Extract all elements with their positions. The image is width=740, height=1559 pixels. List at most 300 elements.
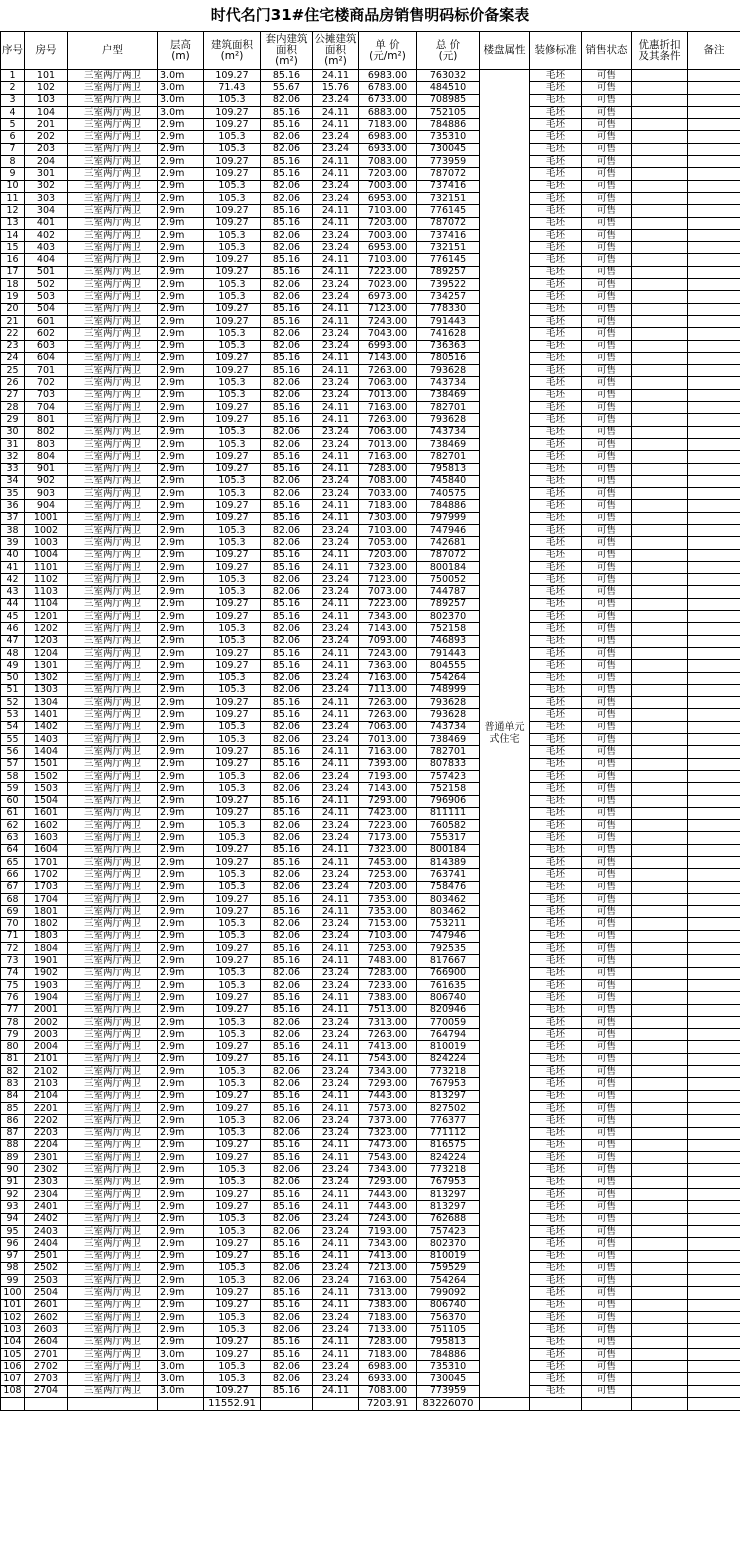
- cell-status: 可售: [582, 979, 632, 991]
- cell-remark: [688, 426, 740, 438]
- cell-seq: 16: [1, 254, 25, 266]
- cell-inner-area: 82.06: [261, 979, 313, 991]
- cell-unit-price: 6933.00: [359, 143, 417, 155]
- cell-inner-area: 85.16: [261, 1201, 313, 1213]
- cell-decoration: 毛坯: [530, 1066, 582, 1078]
- cell-remark: [688, 70, 740, 82]
- cell-seq: 107: [1, 1373, 25, 1385]
- cell-unit-price: 7113.00: [359, 684, 417, 696]
- cell-status: 可售: [582, 1348, 632, 1360]
- cell-room: 2203: [25, 1127, 68, 1139]
- cell-build-area: 109.27: [204, 1090, 261, 1102]
- cell-unit-type: 三室两厅两卫: [68, 402, 158, 414]
- cell-remark: [688, 672, 740, 684]
- table-row: [1, 746, 740, 758]
- cell-build-area: 109.27: [204, 647, 261, 659]
- cell-decoration: 毛坯: [530, 721, 582, 733]
- table-row: [1, 721, 740, 733]
- cell-unit-price: 7303.00: [359, 512, 417, 524]
- cell-discount: [632, 217, 688, 229]
- cell-remark: [688, 647, 740, 659]
- table-row: [1, 512, 740, 524]
- cell-height: 2.9m: [158, 586, 204, 598]
- cell-build-area: 109.27: [204, 463, 261, 475]
- cell-build-area: 105.3: [204, 586, 261, 598]
- cell-shared-area: 24.11: [313, 119, 359, 131]
- cell-status: 可售: [582, 1287, 632, 1299]
- cell-discount: [632, 143, 688, 155]
- cell-height: 2.9m: [158, 143, 204, 155]
- cell-room: 2403: [25, 1225, 68, 1237]
- cell-unit-type: 三室两厅两卫: [68, 180, 158, 192]
- cell-decoration: 毛坯: [530, 1324, 582, 1336]
- cell-unit-price: 7223.00: [359, 266, 417, 278]
- cell-inner-area: 85.16: [261, 1348, 313, 1360]
- cell-remark: [688, 217, 740, 229]
- cell-total-price: 745840: [417, 475, 480, 487]
- cell-height: 2.9m: [158, 426, 204, 438]
- cell-total-price: 813297: [417, 1189, 480, 1201]
- cell-room: 1503: [25, 783, 68, 795]
- cell-build-area: 105.3: [204, 475, 261, 487]
- cell-height: 2.9m: [158, 1201, 204, 1213]
- cell-remark: [688, 992, 740, 1004]
- cell-build-area: 71.43: [204, 82, 261, 94]
- cell-room: 1002: [25, 524, 68, 536]
- cell-discount: [632, 1053, 688, 1065]
- cell-build-area: 109.27: [204, 1139, 261, 1151]
- cell-seq: 44: [1, 598, 25, 610]
- cell-discount: [632, 672, 688, 684]
- cell-remark: [688, 451, 740, 463]
- cell-build-area: 105.3: [204, 1176, 261, 1188]
- cell-shared-area: 24.11: [313, 893, 359, 905]
- cell-decoration: 毛坯: [530, 930, 582, 942]
- cell-inner-area: 85.16: [261, 1090, 313, 1102]
- cell-room: 2501: [25, 1250, 68, 1262]
- cell-build-area: 105.3: [204, 1225, 261, 1237]
- cell-unit-type: 三室两厅两卫: [68, 684, 158, 696]
- cell-shared-area: 24.11: [313, 1287, 359, 1299]
- cell-total-price: 773959: [417, 156, 480, 168]
- cell-discount: [632, 475, 688, 487]
- table-row: [1, 365, 740, 377]
- cell-unit-type: 三室两厅两卫: [68, 524, 158, 536]
- table-row: [1, 672, 740, 684]
- header-shared-area: 公摊建筑 面积 (m²): [313, 32, 359, 70]
- cell-status: 可售: [582, 1213, 632, 1225]
- cell-status: 可售: [582, 1299, 632, 1311]
- cell-inner-area: 85.16: [261, 402, 313, 414]
- cell-discount: [632, 1201, 688, 1213]
- cell-shared-area: 23.24: [313, 635, 359, 647]
- cell-shared-area: 23.24: [313, 672, 359, 684]
- cell-unit-type: 三室两厅两卫: [68, 328, 158, 340]
- cell-total-price: 757423: [417, 1225, 480, 1237]
- cell-build-area: 105.3: [204, 340, 261, 352]
- cell-seq: 17: [1, 266, 25, 278]
- cell-room: 401: [25, 217, 68, 229]
- cell-inner-area: 82.06: [261, 537, 313, 549]
- cell-unit-type: 三室两厅两卫: [68, 1127, 158, 1139]
- cell-decoration: 毛坯: [530, 893, 582, 905]
- cell-height: 2.9m: [158, 1078, 204, 1090]
- cell-remark: [688, 328, 740, 340]
- table-row: [1, 1336, 740, 1348]
- cell-room: 2301: [25, 1152, 68, 1164]
- cell-build-area: 109.27: [204, 1152, 261, 1164]
- cell-remark: [688, 1311, 740, 1323]
- cell-shared-area: 23.24: [313, 734, 359, 746]
- cell-seq: 27: [1, 389, 25, 401]
- cell-remark: [688, 242, 740, 254]
- cell-shared-area: 24.11: [313, 549, 359, 561]
- cell-status: 可售: [582, 1373, 632, 1385]
- cell-remark: [688, 1164, 740, 1176]
- cell-room: 201: [25, 119, 68, 131]
- cell-inner-area: 82.06: [261, 291, 313, 303]
- table-row: [1, 955, 740, 967]
- cell-status: 可售: [582, 1385, 632, 1397]
- cell-seq: 93: [1, 1201, 25, 1213]
- cell-build-area: 109.27: [204, 352, 261, 364]
- cell-height: 2.9m: [158, 967, 204, 979]
- cell-unit-type: 三室两厅两卫: [68, 254, 158, 266]
- cell-total-price: 737416: [417, 229, 480, 241]
- table-row: [1, 328, 740, 340]
- cell-inner-area: 85.16: [261, 1041, 313, 1053]
- cell-total-price: 732151: [417, 242, 480, 254]
- cell-unit-type: 三室两厅两卫: [68, 734, 158, 746]
- cell-remark: [688, 1262, 740, 1274]
- cell-seq: 40: [1, 549, 25, 561]
- cell-discount: [632, 930, 688, 942]
- cell-unit-type: 三室两厅两卫: [68, 168, 158, 180]
- cell-height: 2.9m: [158, 315, 204, 327]
- cell-remark: [688, 1090, 740, 1102]
- cell-discount: [632, 574, 688, 586]
- cell-decoration: 毛坯: [530, 549, 582, 561]
- cell-unit-price: 6883.00: [359, 106, 417, 118]
- cell-seq: 100: [1, 1287, 25, 1299]
- cell-discount: [632, 1373, 688, 1385]
- cell-decoration: 毛坯: [530, 1373, 582, 1385]
- cell-remark: [688, 291, 740, 303]
- cell-unit-type: 三室两厅两卫: [68, 291, 158, 303]
- cell-remark: [688, 512, 740, 524]
- cell-room: 2102: [25, 1066, 68, 1078]
- table-row: [1, 291, 740, 303]
- cell-build-area: 109.27: [204, 807, 261, 819]
- cell-unit-price: 7243.00: [359, 315, 417, 327]
- cell-height: 2.9m: [158, 1225, 204, 1237]
- cell-unit-type: 三室两厅两卫: [68, 1336, 158, 1348]
- cell-unit-type: 三室两厅两卫: [68, 1201, 158, 1213]
- cell-unit-price: 7233.00: [359, 979, 417, 991]
- cell-inner-area: 85.16: [261, 758, 313, 770]
- cell-total-price: 773959: [417, 1385, 480, 1397]
- cell-remark: [688, 893, 740, 905]
- cell-inner-area: 82.06: [261, 328, 313, 340]
- cell-status: 可售: [582, 795, 632, 807]
- cell-remark: [688, 611, 740, 623]
- cell-status: 可售: [582, 1164, 632, 1176]
- cell-remark: [688, 943, 740, 955]
- cell-status: 可售: [582, 672, 632, 684]
- cell-status: 可售: [582, 1238, 632, 1250]
- cell-unit-type: 三室两厅两卫: [68, 1139, 158, 1151]
- cell-unit-type: 三室两厅两卫: [68, 1078, 158, 1090]
- cell-decoration: 毛坯: [530, 1127, 582, 1139]
- cell-status: 可售: [582, 709, 632, 721]
- cell-shared-area: 23.24: [313, 143, 359, 155]
- cell-discount: [632, 266, 688, 278]
- cell-shared-area: 23.24: [313, 721, 359, 733]
- table-row: [1, 1189, 740, 1201]
- cell-total-price: 810019: [417, 1041, 480, 1053]
- cell-seq: 57: [1, 758, 25, 770]
- cell-unit-price: 7063.00: [359, 377, 417, 389]
- table-row: [1, 94, 740, 106]
- cell-remark: [688, 266, 740, 278]
- cell-unit-price: 7013.00: [359, 389, 417, 401]
- cell-build-area: 109.27: [204, 857, 261, 869]
- cell-room: 2702: [25, 1361, 68, 1373]
- cell-unit-type: 三室两厅两卫: [68, 549, 158, 561]
- cell-discount: [632, 1324, 688, 1336]
- cell-height: 2.9m: [158, 402, 204, 414]
- cell-unit-price: 7203.00: [359, 217, 417, 229]
- cell-total-price: 824224: [417, 1053, 480, 1065]
- cell-unit-price: 7393.00: [359, 758, 417, 770]
- cell-decoration: 毛坯: [530, 266, 582, 278]
- cell-inner-area: 85.16: [261, 168, 313, 180]
- cell-height: 2.9m: [158, 1053, 204, 1065]
- cell-room: 703: [25, 389, 68, 401]
- cell-seq: 1: [1, 70, 25, 82]
- cell-remark: [688, 734, 740, 746]
- cell-build-area: 109.27: [204, 254, 261, 266]
- cell-inner-area: 82.06: [261, 1324, 313, 1336]
- cell-unit-price: 7183.00: [359, 119, 417, 131]
- cell-inner-area: 82.06: [261, 635, 313, 647]
- cell-shared-area: 23.24: [313, 1078, 359, 1090]
- cell-discount: [632, 82, 688, 94]
- cell-remark: [688, 94, 740, 106]
- cell-shared-area: 23.24: [313, 192, 359, 204]
- cell-height: 2.9m: [158, 352, 204, 364]
- cell-discount: [632, 660, 688, 672]
- cell-decoration: 毛坯: [530, 734, 582, 746]
- table-row: [1, 1299, 740, 1311]
- cell-unit-price: 7363.00: [359, 660, 417, 672]
- cell-decoration: 毛坯: [530, 438, 582, 450]
- cell-build-area: 109.27: [204, 315, 261, 327]
- cell-unit-type: 三室两厅两卫: [68, 586, 158, 598]
- table-row: [1, 1275, 740, 1287]
- cell-build-area: 105.3: [204, 328, 261, 340]
- cell-status: 可售: [582, 389, 632, 401]
- cell-shared-area: 23.24: [313, 979, 359, 991]
- cell-decoration: 毛坯: [530, 1090, 582, 1102]
- cell-total-price: 744787: [417, 586, 480, 598]
- table-row: [1, 1041, 740, 1053]
- cell-build-area: 105.3: [204, 770, 261, 782]
- cell-discount: [632, 463, 688, 475]
- cell-decoration: 毛坯: [530, 1287, 582, 1299]
- cell-room: 1602: [25, 820, 68, 832]
- cell-seq: 8: [1, 156, 25, 168]
- cell-status: 可售: [582, 303, 632, 315]
- cell-decoration: 毛坯: [530, 463, 582, 475]
- cell-status: 可售: [582, 992, 632, 1004]
- cell-room: 203: [25, 143, 68, 155]
- cell-unit-price: 6983.00: [359, 70, 417, 82]
- table-row: [1, 795, 740, 807]
- cell-unit-type: 三室两厅两卫: [68, 1250, 158, 1262]
- cell-decoration: 毛坯: [530, 1385, 582, 1397]
- cell-unit-type: 三室两厅两卫: [68, 1053, 158, 1065]
- cell-discount: [632, 647, 688, 659]
- cell-status: 可售: [582, 1336, 632, 1348]
- cell-height: 2.9m: [158, 783, 204, 795]
- table-row: [1, 869, 740, 881]
- cell-decoration: 毛坯: [530, 500, 582, 512]
- cell-height: 2.9m: [158, 389, 204, 401]
- cell-decoration: 毛坯: [530, 389, 582, 401]
- cell-shared-area: 23.24: [313, 770, 359, 782]
- cell-unit-type: 三室两厅两卫: [68, 303, 158, 315]
- cell-inner-area: 82.06: [261, 1225, 313, 1237]
- table-body: [1, 70, 740, 1398]
- cell-total-price: 734257: [417, 291, 480, 303]
- cell-height: 2.9m: [158, 807, 204, 819]
- cell-inner-area: 82.06: [261, 131, 313, 143]
- cell-remark: [688, 660, 740, 672]
- table-row: [1, 131, 740, 143]
- table-row: [1, 537, 740, 549]
- cell-build-area: 105.3: [204, 377, 261, 389]
- cell-shared-area: 24.11: [313, 451, 359, 463]
- table-row: [1, 119, 740, 131]
- cell-room: 1301: [25, 660, 68, 672]
- cell-discount: [632, 131, 688, 143]
- cell-seq: 79: [1, 1029, 25, 1041]
- cell-seq: 87: [1, 1127, 25, 1139]
- cell-remark: [688, 857, 740, 869]
- cell-unit-type: 三室两厅两卫: [68, 1016, 158, 1028]
- table-row: [1, 697, 740, 709]
- cell-height: 2.9m: [158, 451, 204, 463]
- cell-discount: [632, 758, 688, 770]
- cell-build-area: 109.27: [204, 1299, 261, 1311]
- cell-unit-type: 三室两厅两卫: [68, 647, 158, 659]
- table-row: [1, 1385, 740, 1397]
- cell-room: 1501: [25, 758, 68, 770]
- table-row: [1, 279, 740, 291]
- cell-remark: [688, 389, 740, 401]
- cell-build-area: 109.27: [204, 943, 261, 955]
- cell-seq: 37: [1, 512, 25, 524]
- table-row: [1, 377, 740, 389]
- cell-inner-area: 85.16: [261, 955, 313, 967]
- cell-shared-area: 24.11: [313, 1201, 359, 1213]
- cell-unit-price: 7283.00: [359, 463, 417, 475]
- cell-room: 2001: [25, 1004, 68, 1016]
- cell-unit-type: 三室两厅两卫: [68, 1324, 158, 1336]
- cell-status: 可售: [582, 70, 632, 82]
- cell-shared-area: 23.24: [313, 537, 359, 549]
- cell-status: 可售: [582, 697, 632, 709]
- cell-seq: 81: [1, 1053, 25, 1065]
- cell-shared-area: 24.11: [313, 992, 359, 1004]
- cell-status: 可售: [582, 1176, 632, 1188]
- cell-status: 可售: [582, 857, 632, 869]
- cell-decoration: 毛坯: [530, 451, 582, 463]
- cell-build-area: 105.3: [204, 94, 261, 106]
- cell-status: 可售: [582, 537, 632, 549]
- cell-status: 可售: [582, 1041, 632, 1053]
- cell-inner-area: 85.16: [261, 647, 313, 659]
- cell-remark: [688, 1348, 740, 1360]
- table-row: [1, 844, 740, 856]
- cell-status: 可售: [582, 279, 632, 291]
- cell-seq: 35: [1, 488, 25, 500]
- cell-decoration: 毛坯: [530, 574, 582, 586]
- cell-inner-area: 85.16: [261, 500, 313, 512]
- cell-unit-price: 7003.00: [359, 229, 417, 241]
- cell-height: 2.9m: [158, 734, 204, 746]
- cell-status: 可售: [582, 328, 632, 340]
- cell-room: 102: [25, 82, 68, 94]
- cell-status: 可售: [582, 832, 632, 844]
- cell-unit-type: 三室两厅两卫: [68, 451, 158, 463]
- header-inner-area: 套内建筑 面积 (m²): [261, 32, 313, 70]
- cell-inner-area: 85.16: [261, 709, 313, 721]
- table-row: [1, 426, 740, 438]
- cell-room: 503: [25, 291, 68, 303]
- cell-seq: 55: [1, 734, 25, 746]
- cell-decoration: 毛坯: [530, 1115, 582, 1127]
- cell-remark: [688, 979, 740, 991]
- cell-discount: [632, 586, 688, 598]
- cell-unit-type: 三室两厅两卫: [68, 266, 158, 278]
- cell-seq: 95: [1, 1225, 25, 1237]
- cell-seq: 41: [1, 561, 25, 573]
- cell-remark: [688, 930, 740, 942]
- cell-height: 2.9m: [158, 119, 204, 131]
- cell-shared-area: 23.24: [313, 131, 359, 143]
- cell-shared-area: 24.11: [313, 1041, 359, 1053]
- cell-inner-area: 82.06: [261, 967, 313, 979]
- cell-inner-area: 82.06: [261, 1078, 313, 1090]
- cell-unit-price: 7073.00: [359, 586, 417, 598]
- cell-seq: 85: [1, 1102, 25, 1114]
- cell-discount: [632, 709, 688, 721]
- cell-discount: [632, 119, 688, 131]
- cell-decoration: 毛坯: [530, 770, 582, 782]
- cell-unit-type: 三室两厅两卫: [68, 315, 158, 327]
- cell-shared-area: 24.11: [313, 709, 359, 721]
- cell-remark: [688, 1127, 740, 1139]
- cell-room: 2003: [25, 1029, 68, 1041]
- cell-decoration: 毛坯: [530, 512, 582, 524]
- cell-seq: 4: [1, 106, 25, 118]
- cell-total-price: 742681: [417, 537, 480, 549]
- table-row: [1, 1115, 740, 1127]
- cell-total-price: 787072: [417, 549, 480, 561]
- cell-build-area: 105.3: [204, 734, 261, 746]
